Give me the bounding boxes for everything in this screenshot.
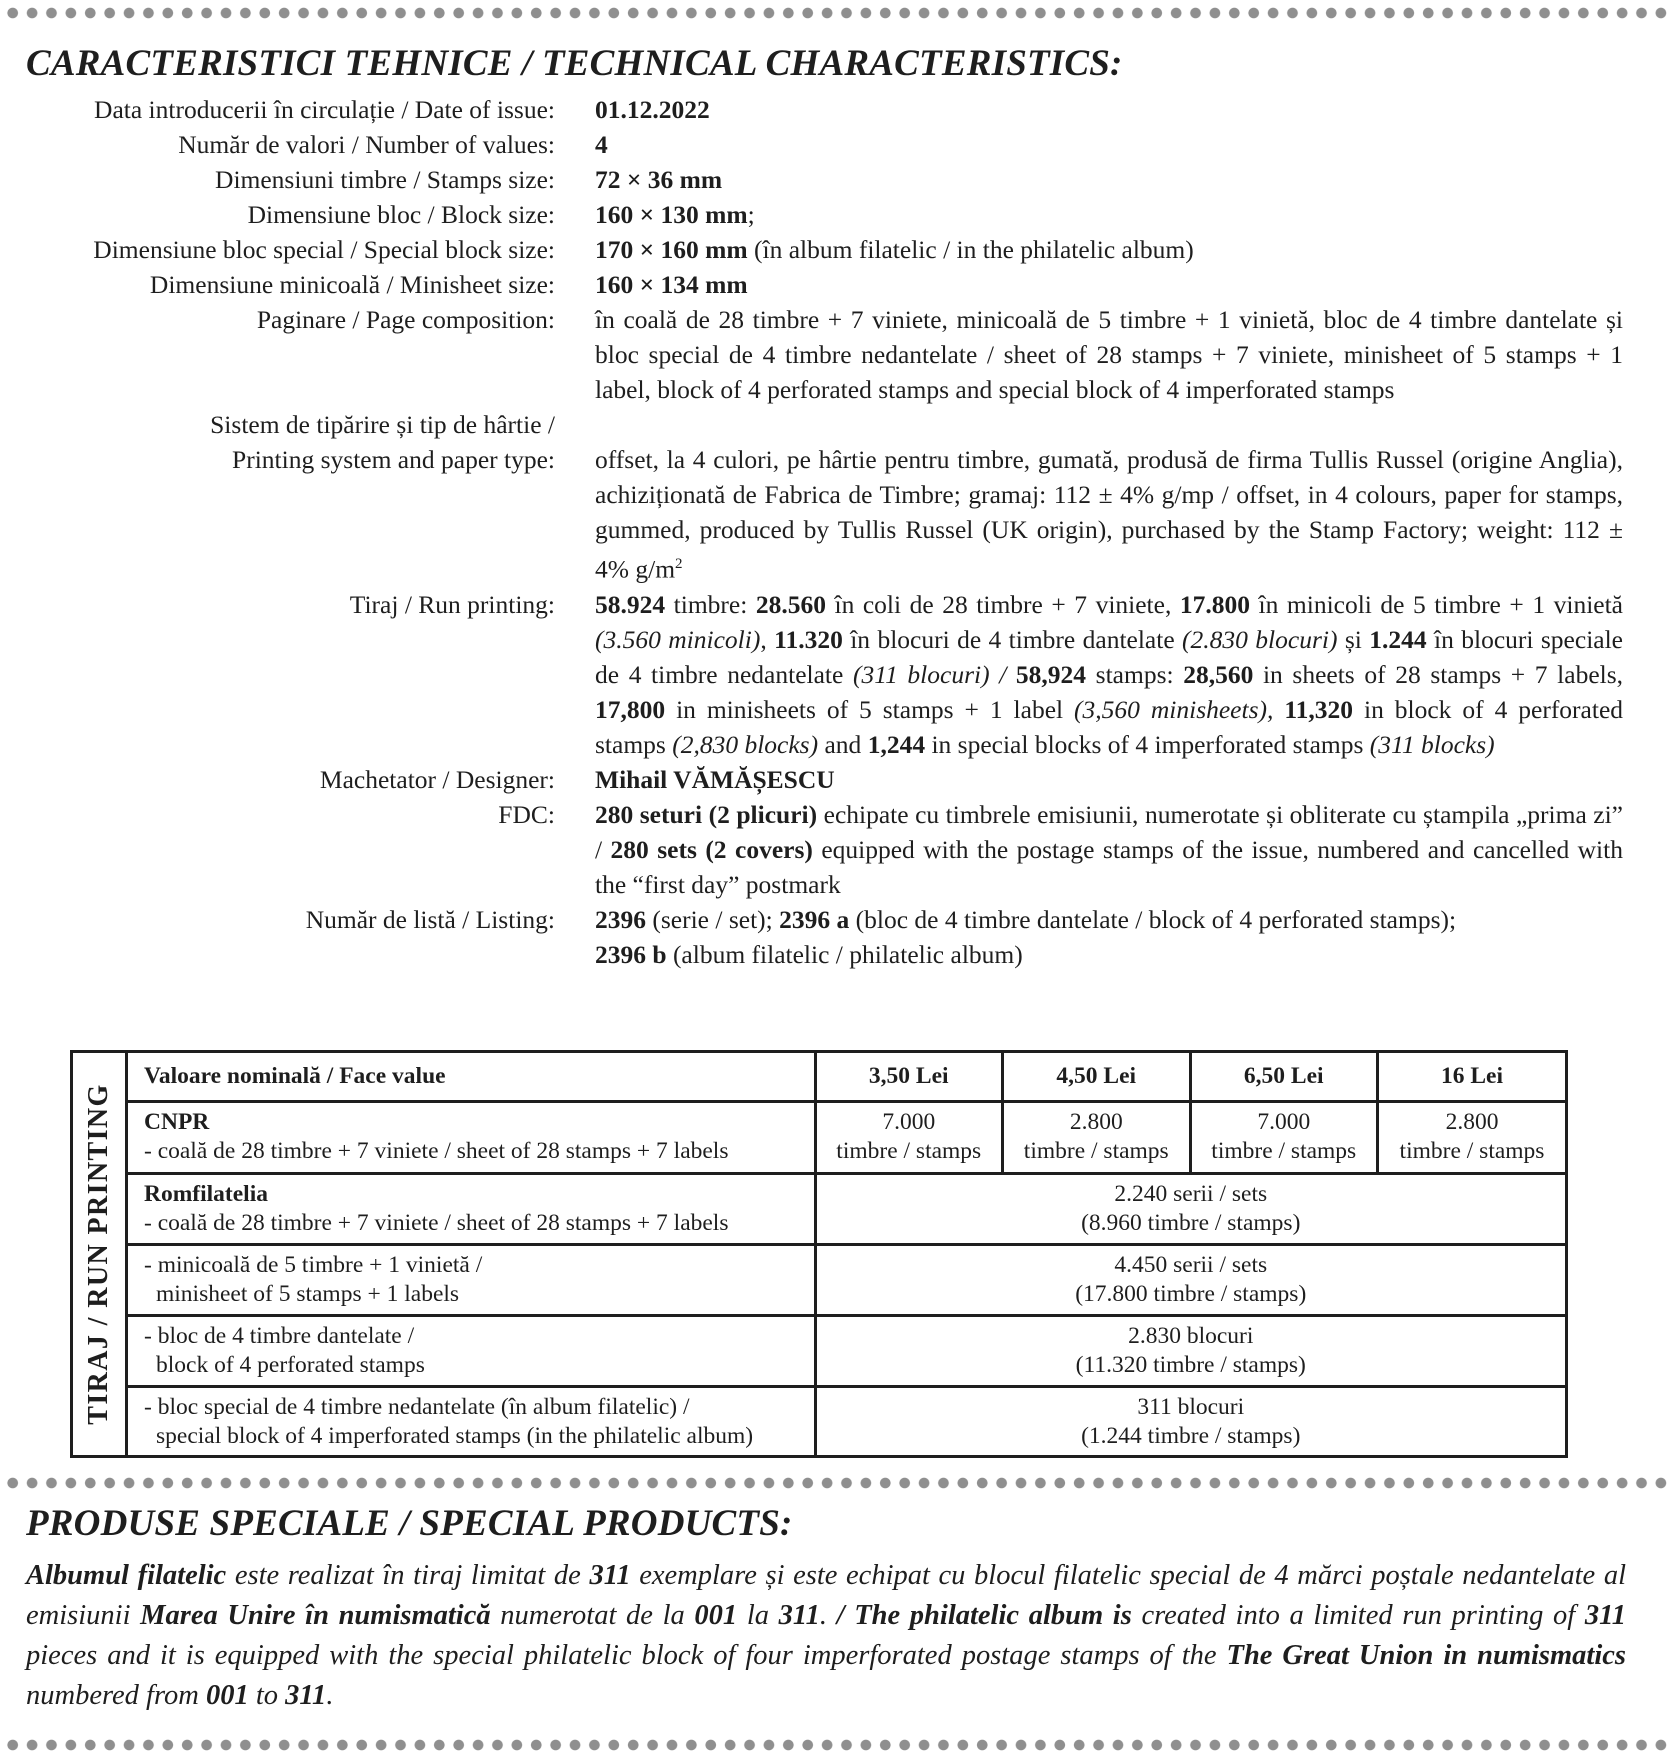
face-value-cell: 4,50 Lei [1003,1053,1191,1101]
row-description: - bloc de 4 timbre dantelate / block of 4 perforated stamps [128,1315,815,1386]
table-row-special-block [128,1386,1565,1457]
quantity-cell: 2.830 blocuri (11.320 timbre / stamps) [815,1315,1565,1386]
spec-row-run-printing [0,587,1668,762]
spec-row-special-block-size [0,232,1668,267]
spec-value: 01.12.2022 [595,95,710,124]
row-description: - minicoală de 5 timbre + 1 vinietă / minisheet of 5 stamps + 1 labels [128,1244,815,1315]
quantity-cell: 4.450 serii / sets (17.800 timbre / stamps) [815,1244,1565,1315]
spec-label: Dimensiune minicoală / Minisheet size: [149,270,555,299]
spec-row-block-size [0,197,1668,232]
spec-label: Sistem de tipărire și tip de hârtie / Printing system and paper type: [210,410,555,474]
row-description: CNPR - coală de 28 timbre + 7 viniete / sheet of 28 stamps + 7 labels [128,1101,815,1173]
spec-label: Dimensiune bloc special / Special block size: [93,235,555,264]
spec-label: FDC: [498,799,555,829]
row-description: Romfilatelia - coală de 28 timbre + 7 viniete / sheet of 28 stamps + 7 labels [128,1173,815,1244]
spec-value: 160 × 134 mm [595,270,748,299]
table-row-minisheet [128,1244,1565,1315]
dotted-divider-middle [0,1476,1668,1490]
spec-row-number-of-values [0,127,1668,162]
table-header-row [128,1053,1565,1101]
table-row-romfilatelia [128,1173,1565,1244]
spec-label: Data introducerii în circulație / Date of issue: [94,95,555,124]
table-row-block [128,1315,1565,1386]
spec-value: 72 × 36 mm [595,165,723,194]
quantity-cell: 2.800 timbre / stamps [1378,1101,1566,1173]
spec-value: 58.924 timbre: 28.560 în coli de 28 timbre + 7 viniete, 17.800 în minicoli de 5 timbre + 1 vinietă (3.560 minicoli), 11.320 în blocuri de 4 timbre dantelate (2.830 blocuri) și 1.244 în blocuri speciale de 4 timbre nedantelate (311 blocuri) / 58,924 stamps: 28,560 in sheets of 28 stamps + 7 labels, 17,800 in minisheets of 5 stamps + 1 label (3,560 minisheets), 11,320 in block of 4 perforated stamps (2,830 blocks) and 1,244 in special blocks of 4 imperforated stamps (311 blocks) [595,589,1624,759]
spec-row-stamps-size [0,162,1668,197]
spec-label: Număr de listă / Listing: [305,904,555,934]
spec-row-date [0,92,1668,127]
row-description: - bloc special de 4 timbre nedantelate (în album filatelic) / special block of 4 imperforated stamps (in the philatelic album) [128,1386,815,1457]
spec-value: Mihail VĂMĂȘESCU [595,764,835,794]
spec-row-printing-system [0,407,1668,587]
technical-specs-list [0,92,1668,972]
spec-label: Număr de valori / Number of values: [178,130,555,159]
spec-row-minisheet-size [0,267,1668,302]
spec-value: offset, la 4 culori, pe hârtie pentru timbre, gumată, produsă de firma Tullis Russel (origine Anglia), achiziționată de Fabrica de Timbre; gramaj: 112 ± 4% g/mp / offset, in 4 colours, paper for stamps, gummed, produced by Tullis Russel (UK origin), purchased by the Stamp Factory; weight: 112 ± 4% $g/m^2$ [595,445,1623,584]
run-printing-table [128,1053,1565,1457]
face-value-cell: 16 Lei [1378,1053,1566,1101]
spec-label: Paginare / Page composition: [256,305,555,334]
face-value-cell: 6,50 Lei [1190,1053,1378,1101]
spec-row-fdc [0,797,1668,902]
face-value-cell: 3,50 Lei [815,1053,1003,1101]
spec-row-designer [0,762,1668,797]
dotted-divider-bottom [0,1738,1668,1752]
run-printing-table-block [70,1050,1568,1458]
spec-row-listing [0,902,1668,972]
run-printing-side-label: TIRAJ / RUN PRINTING [73,1053,128,1455]
dotted-divider-top [0,6,1668,20]
quantity-cell: 7.000 timbre / stamps [1190,1101,1378,1173]
spec-value: 160 × 130 mm; [595,200,755,229]
spec-value: 280 seturi (2 plicuri) echipate cu timbrele emisiunii, numerotate și obliterate cu ștampila „prima zi” / 280 sets (2 covers) equipped with the postage stamps of the issue, numbered and cancelled with the “first day” postmark [595,799,1624,899]
special-products-text: Albumul filatelic este realizat în tiraj limitat de 311 exemplare și este echipat cu blocul filatelic special de 4 mărci poștale nedantelate al emisiunii Marea Unire în numismatică numerotat de la 001 la 311. / The philatelic album is created into a limited run printing of 311 pieces and it is equipped with the special philatelic block of four imperforated postage stamps of the The Great Union in numismatics numbered from 001 to 311. [26,1560,1627,1711]
face-value-header: Valoare nominală / Face value [128,1053,815,1101]
technical-characteristics-heading: CARACTERISTICI TEHNICE / TECHNICAL CHARACTERISTICS: [26,43,1123,84]
quantity-cell: 2.240 serii / sets (8.960 timbre / stamps) [815,1173,1565,1244]
spec-label: Machetator / Designer: [319,764,555,794]
spec-label: Dimensiuni timbre / Stamps size: [215,165,555,194]
spec-value: 4 [595,130,608,159]
spec-label: Tiraj / Run printing: [349,589,555,619]
quantity-cell: 2.800 timbre / stamps [1003,1101,1191,1173]
spec-value: în coală de 28 timbre + 7 viniete, minicoală de 5 timbre + 1 vinietă, bloc de 4 timbre dantelate și bloc special de 4 timbre nedantelate / sheet of 28 stamps + 7 viniete, minisheet of 5 stamps + 1 label, block of 4 perforated stamps and special block of 4 imperforated stamps [595,305,1623,404]
spec-value: 170 × 160 mm (în album filatelic / in the philatelic album) [595,235,1194,264]
spec-row-page-composition [0,302,1668,407]
table-row-cnpr [128,1101,1565,1173]
spec-value: 2396 (serie / set); 2396 a (bloc de 4 timbre dantelate / block of 4 perforated stamps); 2396 b (album filatelic / philatelic album) [595,904,1457,969]
quantity-cell: 7.000 timbre / stamps [815,1101,1003,1173]
quantity-cell: 311 blocuri (1.244 timbre / stamps) [815,1386,1565,1457]
spec-label: Dimensiune bloc / Block size: [247,200,555,229]
special-products-heading: PRODUSE SPECIALE / SPECIAL PRODUCTS: [26,1503,793,1544]
